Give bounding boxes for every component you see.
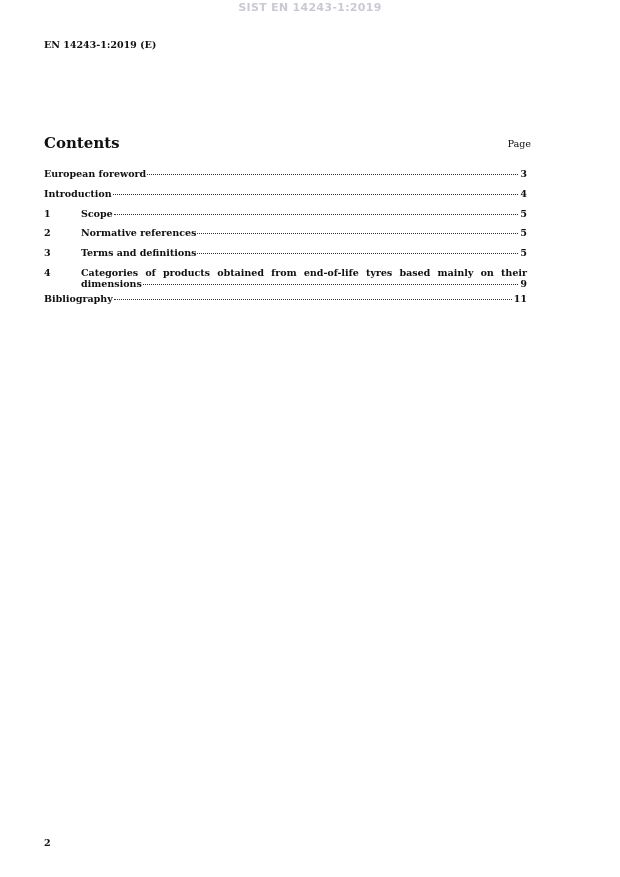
toc-entry-title: Normative references bbox=[81, 228, 197, 240]
dot-leader bbox=[197, 252, 518, 254]
dot-leader bbox=[113, 193, 519, 195]
toc-entry-number: 4 bbox=[44, 267, 51, 279]
toc-entry-title: Bibliography bbox=[44, 293, 113, 305]
toc-entry-bibliography[interactable] bbox=[44, 294, 527, 314]
toc-entry-page: 5 bbox=[520, 248, 527, 260]
toc-entry-terms-and-definitions[interactable] bbox=[44, 248, 527, 268]
toc-entry-normative-references[interactable] bbox=[44, 228, 527, 248]
contents-heading: Contents bbox=[44, 134, 120, 152]
toc-entry-title-line1: Categories of products obtained from end-of-life tyres based mainly on their bbox=[81, 267, 527, 279]
watermark: SIST EN 14243-1:2019 bbox=[238, 1, 382, 14]
toc-entry-introduction[interactable] bbox=[44, 189, 527, 209]
dot-leader bbox=[147, 173, 518, 175]
page-number: 2 bbox=[44, 838, 51, 849]
toc-entry-title: Scope bbox=[81, 208, 113, 220]
toc-entry-title: Introduction bbox=[44, 188, 112, 200]
toc-entry-page: 3 bbox=[520, 169, 527, 180]
toc-entry-page: 5 bbox=[520, 228, 527, 240]
toc-entry-title: Terms and definitions bbox=[81, 248, 197, 260]
toc-entry-number: 2 bbox=[44, 228, 51, 240]
dot-leader bbox=[197, 232, 518, 234]
toc-entry-title-line2: dimensions bbox=[81, 278, 142, 290]
table-of-contents bbox=[44, 169, 527, 314]
toc-entry-scope[interactable] bbox=[44, 209, 527, 229]
toc-entry-categories-of-products[interactable] bbox=[44, 268, 527, 290]
toc-entry-page: 9 bbox=[520, 278, 527, 290]
toc-entry-title: European foreword bbox=[44, 169, 147, 180]
toc-entry-number: 3 bbox=[44, 248, 51, 260]
document-id: EN 14243-1:2019 (E) bbox=[44, 40, 157, 51]
dot-leader bbox=[114, 298, 512, 300]
toc-entry-number: 1 bbox=[44, 208, 51, 220]
toc-entry-page: 5 bbox=[520, 208, 527, 220]
toc-entry-page: 4 bbox=[520, 188, 527, 200]
toc-entry-foreword[interactable] bbox=[44, 169, 527, 189]
dot-leader bbox=[143, 283, 519, 285]
dot-leader bbox=[114, 213, 519, 215]
page-column-label: Page bbox=[507, 139, 531, 150]
toc-entry-page: 11 bbox=[513, 293, 527, 305]
